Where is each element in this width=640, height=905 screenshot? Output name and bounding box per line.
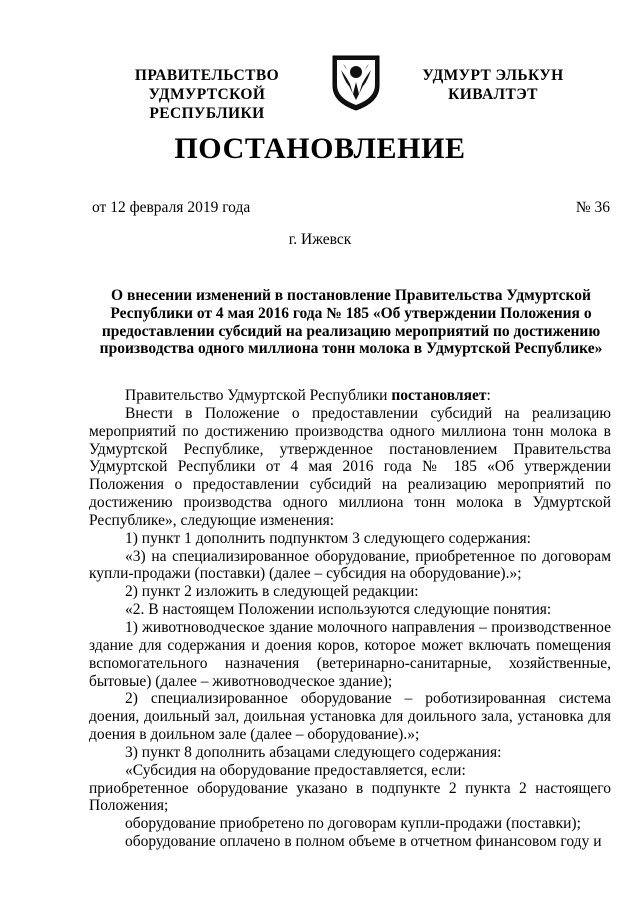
body-paragraph: 2) специализированное оборудование – роботизированная система доения, доильный зал, доильная установка для доильного зала, установка для доения в доильном зале (далее – оборудование).»; — [89, 690, 611, 744]
body-paragraph: «Субсидия на оборудование предоставляется, если: — [125, 761, 466, 779]
body-paragraph: оборудование оплачено в полном объеме в отчетном финансовом году и — [125, 833, 602, 851]
document-subject: О внесении изменений в постановление Правительства Удмуртской Республики от 4 мая 2016 года № 185 «Об утверждении Положения о предоставлении субсидий на реализацию мероприятий по достижению производства одного миллиона тонн молока в Удмуртской Республике» — [99, 287, 603, 358]
body-paragraph: «2. В настоящем Положении используются следующие понятия: — [125, 601, 552, 619]
body-paragraph: оборудование приобретено по договорам купли-продажи (поставки); — [125, 815, 581, 833]
intro-text: Правительство Удмуртской Республики — [125, 387, 392, 404]
body-paragraph: «3) на специализированное оборудование, приобретенное по договорам купли-продажи (поставки) (далее – субсидия на оборудование).»; — [89, 547, 611, 583]
document-body — [89, 387, 611, 851]
intro-paragraph — [89, 387, 611, 405]
intro-bold: постановляет — [391, 387, 487, 404]
document-city: г. Ижевск — [288, 231, 352, 248]
body-paragraph: 2) пункт 2 изложить в следующей редакции: — [125, 583, 419, 601]
header-left-authority: ПРАВИТЕЛЬСТВО УДМУРТСКОЙ РЕСПУБЛИКИ — [134, 67, 280, 122]
header-right-authority: УДМУРТ ЭЛЬКУН КИВАЛТЭТ — [422, 67, 564, 103]
intro-colon: : — [486, 387, 491, 404]
body-paragraph: приобретенное оборудование указано в подпункте 2 пункта 2 настоящего Положения; — [89, 779, 611, 815]
document-date: от 12 февраля 2019 года — [92, 199, 251, 216]
body-paragraph: 3) пункт 8 дополнить абзацами следующего содержания: — [125, 743, 502, 761]
body-paragraph: 1) пункт 1 дополнить подпунктом 3 следующего содержания: — [125, 529, 531, 547]
body-paragraph: Внести в Положение о предоставлении субсидий на реализацию мероприятий по достижению производства одного миллиона тонн молока в Удмуртской Республике, утвержденное постановлением Правительства Удмуртской Республики от 4 мая 2016 года № 185 «Об утверждении Положения о предоставлении субсидий на реализацию мероприятий по достижению производства одного миллиона тонн молока в Удмуртской Республике», следующие изменения: — [89, 404, 611, 529]
body-paragraph: 1) животноводческое здание молочного направления – производственное здание для содержания и доения коров, которое может включать помещения вспомогательного назначения (ветеринарно-санитарные, хозяйственные, бытовые) (далее – животноводческое здание); — [89, 618, 611, 690]
document-title: ПОСТАНОВЛЕНИЕ — [174, 132, 466, 165]
document-number: № 36 — [575, 199, 610, 216]
emblem-icon — [329, 52, 383, 112]
